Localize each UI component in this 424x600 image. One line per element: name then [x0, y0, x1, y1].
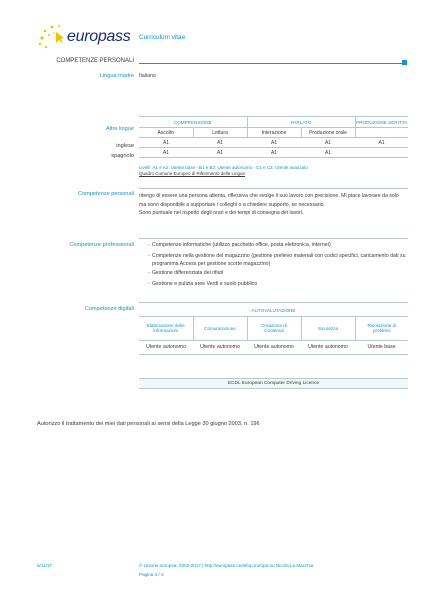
sub-produzione-orale: Produzione orale [301, 128, 355, 138]
digital-level: Utente base [355, 340, 408, 354]
digital-skills-label: Competenze digitali [84, 306, 134, 312]
list-item: - Gestione differenziata dei rifiuti [148, 270, 224, 276]
certificate-box [139, 378, 408, 389]
list-item: - Competenze nella gestione del magazzino (gestione prelievo materiali con codici specifici, caricamento dati su programma Access per gestione scorte magazzino) [148, 253, 406, 267]
language-row [139, 138, 408, 148]
footer-copyright [139, 563, 313, 568]
level-cell: A1 [139, 148, 193, 158]
personal-skills-text: ritengo di essere una persona attenta, riflessiva che svolge il suo lavoro con precisione. Mi piace lavorare da solo ma sono disponibile a supportare i colleghi o a chiedere supporto, se necessario. [139, 193, 399, 208]
group-comprensione: COMPRENSIONE [139, 117, 247, 128]
footer-copyright-text[interactable]: © Unione europea, 2002-2017 | http://europass.cedefop.europa.eu [139, 563, 275, 568]
section-rule-marker [402, 60, 407, 65]
cefr-link[interactable]: Quadro Comune Europeo di Riferimento delle Lingue [139, 171, 246, 176]
europass-logo [34, 22, 134, 52]
group-produzione-scritta: PRODUZIONE SCRITTA [355, 117, 408, 128]
divider [139, 238, 408, 239]
digital-column: Sicurezza [301, 316, 355, 340]
level-cell: A1 [301, 138, 355, 148]
footer-name: Nicola La Macchia [275, 563, 314, 568]
personal-skills-text-2: Sono puntuale nel rispetto degli orari e dei tempi di consegna dei lavori. [139, 210, 304, 216]
level-cell: A1 [193, 138, 247, 148]
digital-column: Elaborazione delle informazioni [139, 316, 193, 340]
certificate-text: ECDL European Computer Driving Licence [227, 381, 320, 386]
language-name-spagnolo: spagnolo [111, 153, 134, 159]
privacy-authorization: Autorizzo il trattamento dei miei dati personali ai sensi della Legge 30 giugno 2003, n. 196 [37, 421, 260, 427]
mother-tongue-label: Lingua madre [99, 73, 134, 79]
digital-column: Creazione di Contenuti [247, 316, 301, 340]
divider [139, 302, 408, 303]
digital-level: Utente autonomo [247, 340, 301, 354]
level-cell: A1 [247, 148, 301, 158]
digital-level: Utente autonomo [139, 340, 193, 354]
self-assessment-header: AUTOVALUTAZIONE [139, 305, 408, 316]
list-item: - Gestione e pulizia aree Verdi e suolo pubblico [148, 281, 258, 287]
document-title: Curriculum vitae [139, 34, 186, 41]
level-cell: A1 [301, 148, 355, 158]
sub-lettura: Lettura [193, 128, 247, 138]
sub-ascolto: Ascolto [139, 128, 193, 138]
group-parlato: PARLATO [247, 117, 355, 128]
footer-date: 6/11/17 [37, 563, 52, 568]
language-levels-legend: Livelli: A1 e A2: Utente base - B1 e B2: Utente autonomo - C1 e C2: Utente avanzato [139, 165, 308, 170]
section-rule [139, 63, 403, 64]
digital-column: Comunicazione [193, 316, 247, 340]
level-cell: A1 [355, 138, 408, 148]
level-cell: A1 [247, 138, 301, 148]
list-item: - Competenze informatiche (utilizzo pacchetto office, posta elettronica, internet) [148, 242, 331, 248]
mother-tongue-value: Italiano [139, 73, 156, 79]
personal-skills-label: Competenze personali [78, 191, 134, 197]
level-cell: A1 [139, 138, 193, 148]
level-cell [355, 148, 408, 158]
digital-level: Utente autonomo [193, 340, 247, 354]
sub-interazione: Interazione [247, 128, 301, 138]
language-row [139, 148, 408, 158]
digital-skills-table [139, 305, 408, 355]
level-cell: A1 [193, 148, 247, 158]
divider [139, 188, 408, 189]
language-name-inglese: inglese [116, 143, 134, 149]
other-languages-label: Altre lingue [106, 126, 134, 132]
footer-page: Pagina 3 / 3 [139, 572, 164, 577]
digital-column: Risoluzione di problemi [355, 316, 408, 340]
digital-level: Utente autonomo [301, 340, 355, 354]
languages-table [139, 116, 408, 158]
section-title: COMPETENZE PERSONALI [56, 58, 134, 64]
professional-skills-label: Competenze professionali [69, 242, 134, 248]
logo-text: europass [67, 28, 131, 45]
